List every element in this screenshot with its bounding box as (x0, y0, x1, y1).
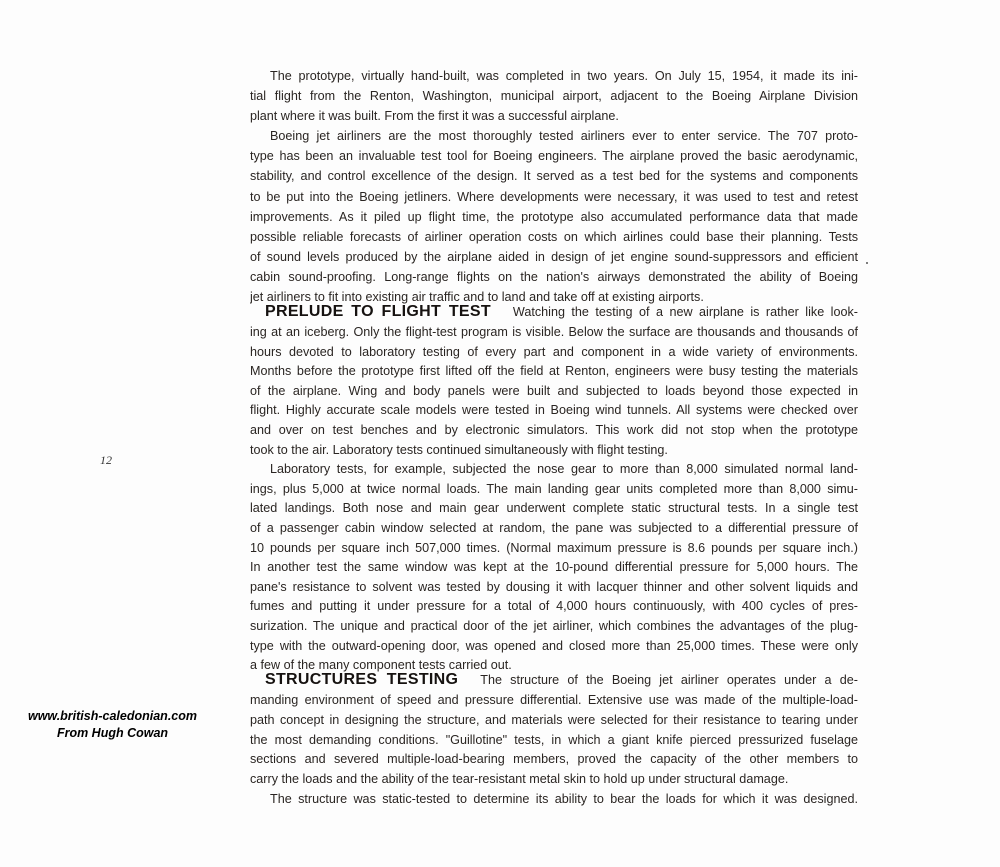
text-line: manding environment of speed and pressure differential. Extensive use was made of the multiple-load- (250, 693, 858, 707)
text-line: improvements. As it piled up flight time, the prototype also accumulated performance data that made (250, 209, 858, 224)
text-line: flight. Highly accurate scale models were tested in Boeing wind tunnels. All systems were checked over (250, 403, 858, 418)
text-line: plant where it was built. From the first it was a successful airplane. (250, 109, 619, 124)
text-line: path concept in designing the structure, and materials were selected for their resistance to tearing under (250, 712, 858, 727)
text-line: 10 pounds per square inch 507,000 times. (Normal maximum pressure is 8.6 pounds per square inch.) (250, 540, 858, 555)
heading-line (250, 301, 858, 323)
page-number: 12 (100, 453, 112, 467)
text-line: of the airplane. Wing and body panels were built and subjected to loads beyond those expected in (250, 383, 858, 398)
text-line: of sound levels produced by the airplane aided in design of jet engine sound-suppressors and efficient (250, 249, 858, 264)
text-line: fumes and putting it under pressure for a total of 4,000 hours continuously, with 400 cycles of pres- (250, 599, 858, 614)
lead-text: The structure of the Boeing jet airliner operates under a de- (480, 673, 858, 687)
text-line: lated landings. Both nose and main gear underwent complete static structural tests. In a single test (250, 501, 858, 516)
section-heading: PRELUDE TO FLIGHT TEST (265, 303, 491, 320)
text-line: took to the air. Laboratory tests continued simultaneously with flight testing. (250, 442, 668, 457)
text-line: ing at an iceberg. Only the flight-test program is visible. Below the surface are thousands and thousands of (250, 325, 858, 339)
text-line: surization. The unique and practical door of the jet airliner, which combines the advantages of the plug- (250, 618, 858, 633)
text-line: of a passenger cabin window selected at random, the pane was subjected to a differential pressure of (250, 520, 858, 535)
text-line: stability, and control excellence of the design. It served as a test bed for the systems and components (250, 169, 858, 184)
text-line: type with the outward-opening door, was opened and closed more than 25,000 times. These were only (250, 638, 858, 653)
text-line: the most demanding conditions. "Guillotine" tests, in which a giant knife pierced pressurized fuselage (250, 732, 858, 747)
text-line: carry the loads and the ability of the tear-resistant metal skin to hold up under structural damage. (250, 772, 789, 787)
text-line: In another test the same window was kept at the 10-pound differential pressure for 5,000 hours. The (250, 560, 858, 575)
scan-speck (866, 262, 868, 264)
lead-text: Watching the testing of a new airplane is rather like look- (512, 305, 858, 319)
text-line: Boeing jet airliners are the most thoroughly tested airliners ever to enter service. The 707 proto- (270, 129, 858, 144)
text-line: The structure was static-tested to determine its ability to bear the loads for which it was designed. (270, 791, 858, 806)
watermark-site: www.british-caledonian.com (27, 709, 197, 723)
text-line: to be put into the Boeing jetliners. Where developments were necessary, it was used to test and retest (250, 189, 858, 204)
text-line: tial flight from the Renton, Washington, municipal airport, adjacent to the Boeing Airplane Division (250, 89, 858, 104)
text-line: hours devoted to laboratory testing of every part and component in a wide variety of environments. (250, 344, 858, 359)
text-line: a few of the many component tests carried out. (250, 658, 512, 673)
watermark-credit: From Hugh Cowan (56, 726, 169, 740)
section-prototype (250, 66, 858, 307)
text-line: ings, plus 5,000 at twice normal loads. The main landing gear units completed more than 8,000 simu- (250, 481, 858, 496)
text-line: possible reliable forecasts of airliner operation costs on which airlines could base their planning. Tests (250, 229, 858, 244)
section-heading: STRUCTURES TESTING (265, 671, 459, 688)
text-line: type has been an invaluable test tool for Boeing engineers. The airplane proved the basic aerodynamic, (250, 149, 858, 164)
text-line: jet airliners to fit into existing air traffic and to land and take off at existing airports. (250, 290, 704, 305)
text-line: The prototype, virtually hand-built, was completed in two years. On July 15, 1954, it made its ini- (270, 69, 858, 83)
text-line: Months before the prototype first lifted off the field at Renton, engineers were busy testing the materials (250, 364, 858, 379)
section-structures (250, 669, 858, 810)
text-line: cabin sound-proofing. Long-range flights on the nation's airways demonstrated the ability of Boeing (250, 269, 858, 284)
text-line: pane's resistance to solvent was tested by dousing it with lacquer thinner and other solvent liquids and (250, 579, 858, 594)
text-line: Laboratory tests, for example, subjected the nose gear to more than 8,000 simulated normal land- (270, 462, 858, 477)
heading-line (250, 669, 858, 691)
text-line: and over on test benches and by electronic simulators. This work did not stop when the prototype (250, 422, 858, 437)
text-line: sections and severed multiple-load-bearing members, proved the capacity of the other members to (250, 752, 858, 767)
section-prelude (250, 301, 858, 676)
